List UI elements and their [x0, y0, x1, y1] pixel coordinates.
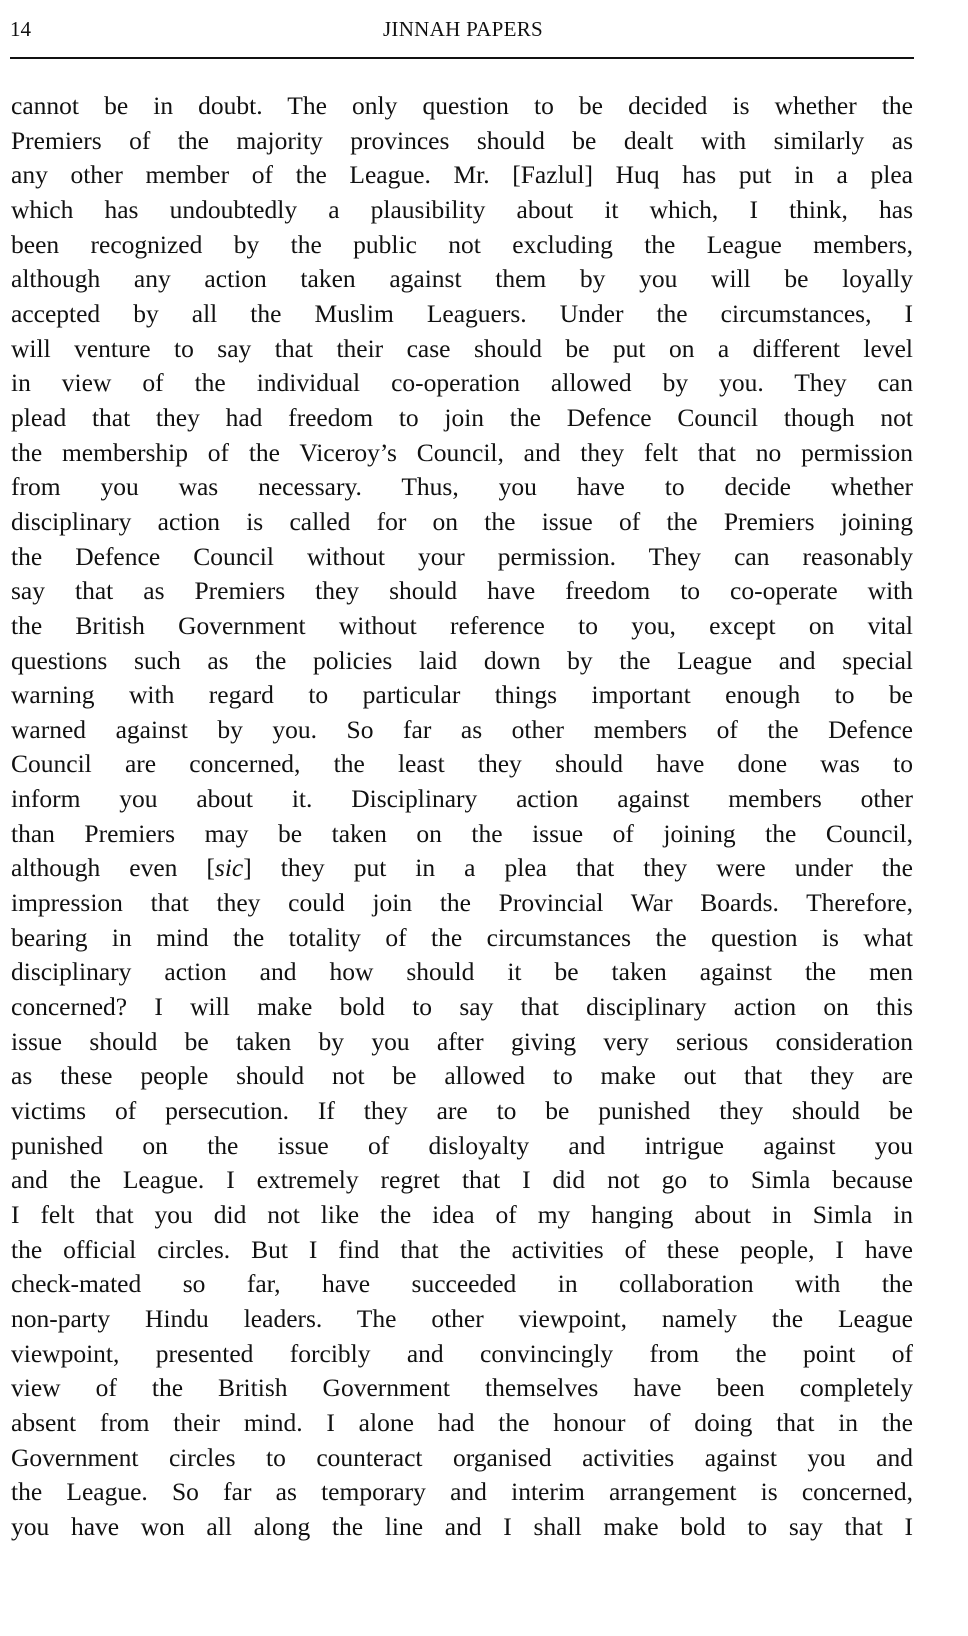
text-line: from you was necessary. Thus, you have to decide whether [11, 472, 913, 502]
text-line: as these people should not be allowed to make out that they are [11, 1061, 913, 1091]
line-segment: although even [ [11, 853, 215, 883]
text-line: you have won all along the line and I shall make bold to say that I [11, 1511, 913, 1541]
text-line: inform you about it. Disciplinary action against members other [11, 784, 913, 814]
header-rule [10, 57, 914, 59]
text-line: will venture to say that their case should be put on a different level [11, 333, 913, 363]
text-line: the League. So far as temporary and interim arrangement is concerned, [11, 1477, 913, 1507]
sic-italic: sic [214, 853, 244, 883]
running-title: JINNAH PAPERS [382, 17, 544, 41]
text-line: I felt that you did not like the idea of my hanging about in Simla in [11, 1200, 913, 1229]
text-line: cannot be in doubt. The only question to be decided is whether the [11, 91, 913, 120]
text-line: victims of persecution. If they are to be punished they should be [11, 1096, 913, 1126]
text-line: bearing in mind the totality of the circumstances the question is what [11, 922, 913, 952]
text-line: the membership of the Viceroy’s Council, and they felt that no permission [11, 437, 913, 467]
text-line: non-party Hindu leaders. The other viewpoint, namely the League [11, 1303, 913, 1333]
text-line: and the League. I extremely regret that I did not go to Simla because [11, 1165, 913, 1195]
text-line: in view of the individual co-operation allowed by you. They can [11, 368, 913, 398]
text-line: disciplinary action is called for on the issue of the Premiers joining [11, 506, 913, 536]
text-line: the Defence Council without your permission. They can reasonably [11, 541, 913, 571]
text-line: been recognized by the public not excluding the League members, [11, 229, 913, 259]
text-line: questions such as the policies laid down by the League and special [11, 645, 913, 675]
text-line: accepted by all the Muslim Leaguers. Under the circumstances, I [11, 298, 913, 328]
text-line: say that as Premiers they should have freedom to co-operate with [11, 576, 913, 606]
text-line: the official circles. But I find that the activities of these people, I have [11, 1234, 913, 1264]
text-line: than Premiers may be taken on the issue of joining the Council, [11, 818, 913, 848]
text-line: the British Government without reference to you, except on vital [11, 610, 913, 640]
text-line: viewpoint, presented forcibly and convincingly from the point of [11, 1338, 913, 1368]
text-line-with-sic [11, 851, 913, 886]
text-line: issue should be taken by you after giving very serious consideration [11, 1026, 913, 1056]
line-segment: ] they put in a plea that they were under the [243, 853, 913, 883]
text-line: check-mated so far, have succeeded in collaboration with the [11, 1269, 913, 1299]
text-line: impression that they could join the Provincial War Boards. Therefore, [11, 888, 913, 918]
text-line: disciplinary action and how should it be taken against the men [11, 957, 913, 987]
text-line: absent from their mind. I alone had the honour of doing that in the [11, 1407, 913, 1437]
text-line: Government circles to counteract organised activities against you and [11, 1442, 913, 1472]
page-number: 14 [10, 17, 31, 41]
text-line: view of the British Government themselves have been completely [11, 1373, 913, 1403]
text-line: which has undoubtedly a plausibility about it which, I think, has [11, 194, 913, 224]
body-text [11, 89, 913, 1545]
text-line: warning with regard to particular things important enough to be [11, 680, 913, 710]
text-line: concerned? I will make bold to say that disciplinary action on this [11, 992, 913, 1022]
text-line: although any action taken against them by you will be loyally [11, 264, 913, 294]
text-line: plead that they had freedom to join the Defence Council though not [11, 402, 913, 432]
text-line: Premiers of the majority provinces should be dealt with similarly as [11, 125, 913, 155]
text-line: punished on the issue of disloyalty and intrigue against you [11, 1130, 913, 1160]
text-line: any other member of the League. Mr. [Fazlul] Huq has put in a plea [11, 160, 913, 190]
text-line: Council are concerned, the least they should have done was to [11, 749, 913, 779]
text-line: warned against by you. So far as other members of the Defence [11, 714, 913, 744]
